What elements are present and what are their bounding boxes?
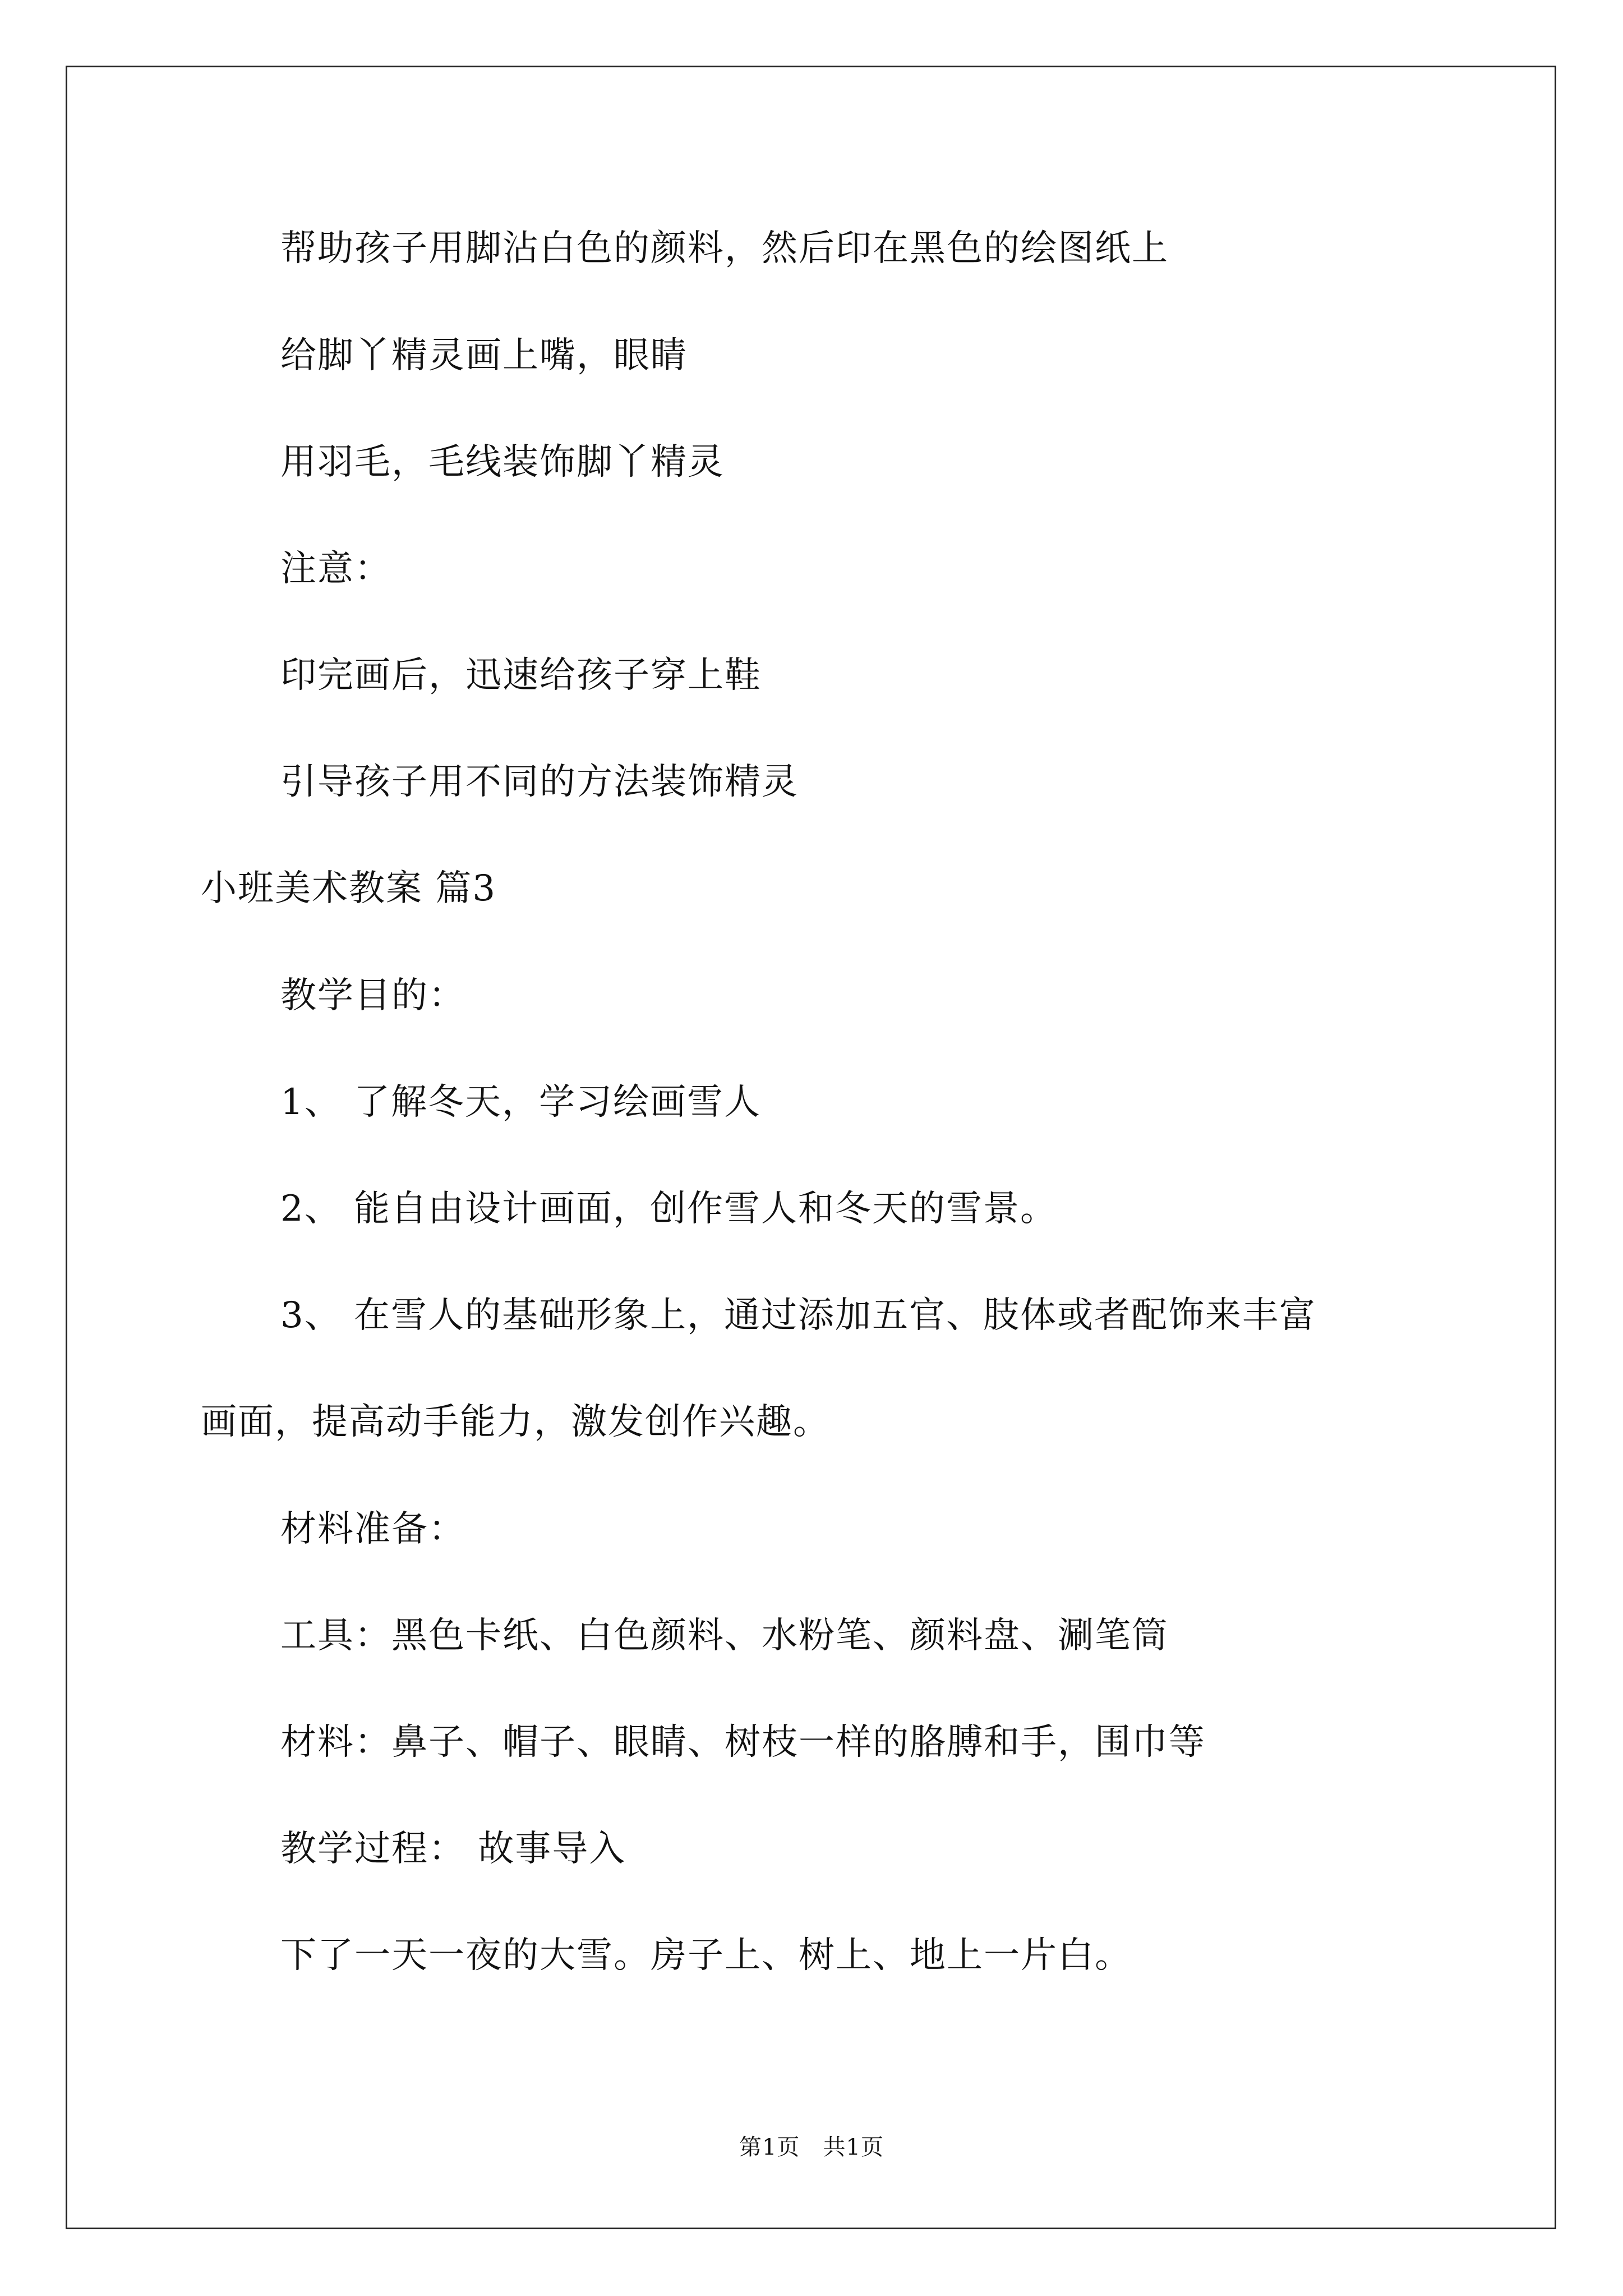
list-item: 1、 了解冬天，学习绘画雪人 <box>280 1082 762 1123</box>
paragraph-line: 给脚丫精灵画上嘴，眼睛 <box>280 335 688 376</box>
paragraph-line: 材料准备： <box>280 1508 465 1550</box>
paragraph-line: 下了一天一夜的大雪。房子上、树上、地上一片白。 <box>280 1935 1132 1976</box>
paragraph-line: 画面，提高动手能力，激发创作兴趣。 <box>201 1401 830 1443</box>
list-item: 2、 能自由设计画面，创作雪人和冬天的雪景。 <box>280 1188 1058 1230</box>
paragraph-line: 注意： <box>280 548 391 590</box>
section-heading: 小班美术教案 篇3 <box>201 868 497 909</box>
paragraph-line: 工具：黑色卡纸、白色颜料、水粉笔、颜料盘、涮笔筒 <box>280 1615 1169 1657</box>
paragraph-line: 材料：鼻子、帽子、眼睛、树枝一样的胳膊和手，围巾等 <box>280 1722 1206 1763</box>
page-border <box>66 66 1556 2229</box>
paragraph-line: 教学过程： 故事导入 <box>280 1828 626 1870</box>
paragraph-line: 教学目的： <box>280 975 465 1016</box>
page-footer: 第1页 共1页 <box>739 2134 884 2160</box>
list-item: 3、 在雪人的基础形象上，通过添加五官、肢体或者配饰来丰富 <box>280 1295 1317 1336</box>
paragraph-line: 引导孩子用不同的方法装饰精灵 <box>280 761 799 803</box>
paragraph-line: 帮助孩子用脚沾白色的颜料，然后印在黑色的绘图纸上 <box>280 228 1169 269</box>
paragraph-line: 用羽毛，毛线装饰脚丫精灵 <box>280 441 725 483</box>
paragraph-line: 印完画后，迅速给孩子穿上鞋 <box>280 655 762 696</box>
